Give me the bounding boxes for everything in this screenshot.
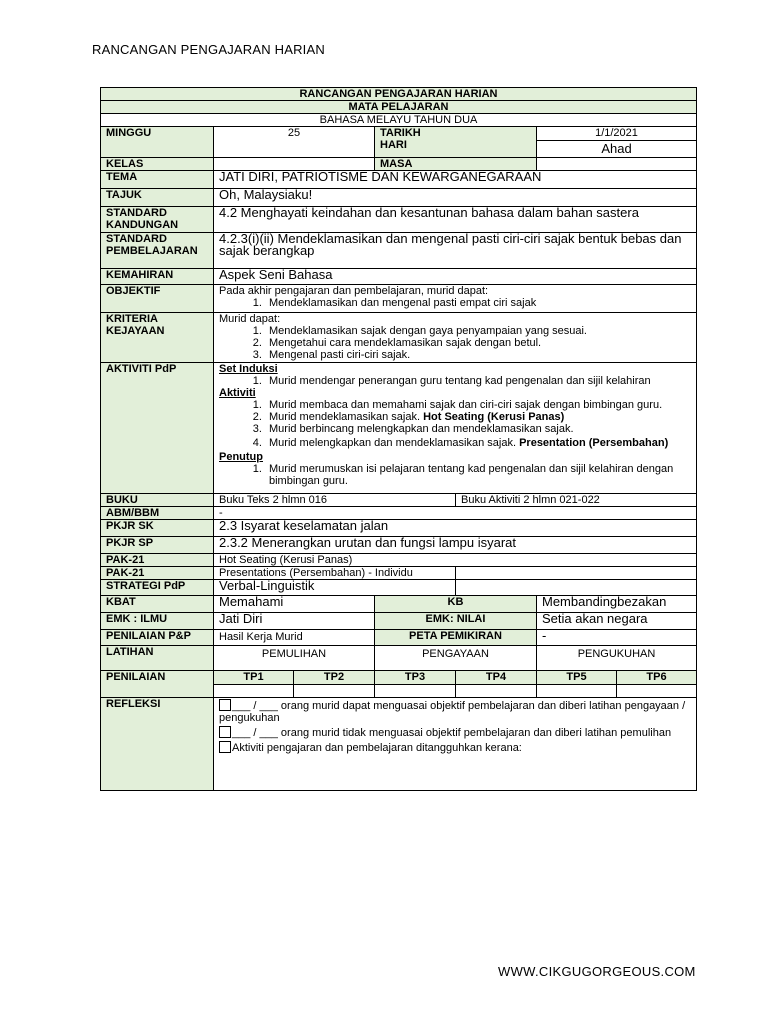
tp-header: TP2 <box>294 671 375 685</box>
masa-label: MASA <box>375 158 537 171</box>
checkbox[interactable] <box>219 726 231 738</box>
penilaian-pp-value: Hasil Kerja Murid <box>214 630 375 646</box>
masa-value <box>537 158 697 171</box>
buku-teks-value: Buku Teks 2 hlmn 016 <box>214 494 456 507</box>
pak21-value: Presentations (Persembahan) - Individu <box>214 567 456 580</box>
pkjr-sp-label: PKJR SP <box>101 537 214 554</box>
objektif-item: 1. Mendeklamasikan dan mengenal pasti empat ciri sajak <box>265 297 691 309</box>
penilaian-pp-label: PENILAIAN P&P <box>101 630 214 646</box>
checkbox[interactable] <box>219 741 231 753</box>
strategi-label: STRATEGI PdP <box>101 580 214 596</box>
abm-label: ABM/BBM <box>101 507 214 520</box>
objektif-intro: Pada akhir pengajaran dan pembelajaran, murid dapat: <box>219 285 489 297</box>
kbat-value: Memahami <box>214 596 375 613</box>
objektif-content <box>214 285 697 313</box>
tp-header: TP1 <box>214 671 294 685</box>
latihan-pengayaan: PENGAYAAN <box>375 646 537 671</box>
strategi-value: Verbal-Linguistik <box>214 580 456 596</box>
latihan-pemulihan: PEMULIHAN <box>214 646 375 671</box>
penutup-item: 1. Murid merumuskan isi pelajaran tentang kad pengenalan dan sijil kelahiran dengan bimbingan guru. <box>265 463 691 487</box>
kemahiran-label: KEMAHIRAN <box>101 269 214 285</box>
pkjr-sp-value: 2.3.2 Menerangkan urutan dan fungsi lampu isyarat <box>214 537 697 554</box>
abm-value: - <box>214 507 697 520</box>
tp-cell <box>456 685 537 698</box>
subject-name: BAHASA MELAYU TAHUN DUA <box>101 114 697 127</box>
emk-ilmu-label: EMK : ILMU <box>101 613 214 630</box>
tajuk-value: Oh, Malaysiaku! <box>214 189 697 207</box>
hari-label: HARI <box>380 139 407 151</box>
pak21-label: PAK-21 <box>101 554 214 567</box>
tajuk-label: TAJUK <box>101 189 214 207</box>
kemahiran-value: Aspek Seni Bahasa <box>214 269 697 285</box>
page-header: RANCANGAN PENGAJARAN HARIAN <box>92 42 325 57</box>
pak21-empty <box>456 567 697 580</box>
tp-header: TP5 <box>537 671 617 685</box>
kriteria-intro: Murid dapat: <box>219 313 281 325</box>
objektif-label: OBJEKTIF <box>101 285 214 313</box>
tema-label: TEMA <box>101 171 214 189</box>
emk-ilmu-value: Jati Diri <box>214 613 375 630</box>
pkjr-sk-value: 2.3 Isyarat keselamatan jalan <box>214 520 697 537</box>
set-induksi-item: 1. Murid mendengar penerangan guru tentang kad pengenalan dan sijil kelahiran <box>265 375 691 387</box>
kbat-label: KBAT <box>101 596 214 613</box>
table-title: RANCANGAN PENGAJARAN HARIAN <box>101 88 697 101</box>
kriteria-item: 1. Mendeklamasikan sajak dengan gaya penyampaian yang sesuai. <box>265 325 691 337</box>
page-footer: WWW.CIKGUGORGEOUS.COM <box>498 964 696 979</box>
latihan-label: LATIHAN <box>101 646 214 671</box>
latihan-pengukuhan: PENGUKUHAN <box>537 646 697 671</box>
tarikh-hari-label <box>375 127 537 158</box>
tarikh-value: 1/1/2021 <box>537 127 696 141</box>
tp-cell <box>537 685 617 698</box>
set-induksi-heading: Set Induksi <box>219 363 278 375</box>
tarikh-hari-values <box>537 127 697 158</box>
pak21-value: Hot Seating (Kerusi Panas) <box>214 554 697 567</box>
aktiviti-item: 1. Murid membaca dan memahami sajak dan ciri-ciri sajak dengan bimbingan guru. <box>265 399 691 411</box>
refleksi-content <box>214 698 697 791</box>
aktiviti-content <box>214 363 697 494</box>
hari-value: Ahad <box>601 141 632 156</box>
aktiviti-label: AKTIVITI PdP <box>101 363 214 494</box>
kriteria-item: 2. Mengetahui cara mendeklamasikan sajak dengan betul. <box>265 337 691 349</box>
peta-pemikiran-value: - <box>537 630 697 646</box>
lesson-plan-table <box>100 87 697 791</box>
refleksi-line: Aktiviti pengajaran dan pembelajaran ditangguhkan kerana: <box>219 741 691 754</box>
buku-aktiviti-value: Buku Aktiviti 2 hlmn 021-022 <box>456 494 697 507</box>
standard-pembelajaran-value: 4.2.3(i)(ii) Mendeklamasikan dan mengenal pasti ciri-ciri sajak bentuk bebas dan sajak berangkap <box>214 233 697 269</box>
kb-label: KB <box>375 596 537 613</box>
penutup-heading: Penutup <box>219 451 263 463</box>
tp-cell <box>294 685 375 698</box>
emk-nilai-value: Setia akan negara <box>537 613 697 630</box>
pkjr-sk-label: PKJR SK <box>101 520 214 537</box>
aktiviti-item: 4. Murid melengkapkan dan mendeklamasikan sajak. Presentation (Persembahan) <box>265 437 691 449</box>
tp-header: TP4 <box>456 671 537 685</box>
kriteria-content <box>214 313 697 363</box>
checkbox[interactable] <box>219 699 231 711</box>
table-subtitle: MATA PELAJARAN <box>101 101 697 114</box>
tema-value: JATI DIRI, PATRIOTISME DAN KEWARGANEGARAAN <box>214 171 697 189</box>
standard-kandungan-value: 4.2 Menghayati keindahan dan kesantunan bahasa dalam bahan sastera <box>214 207 697 233</box>
standard-kandungan-label: STANDARD KANDUNGAN <box>101 207 214 233</box>
standard-pembelajaran-label: STANDARD PEMBELAJARAN <box>101 233 214 269</box>
kb-value: Membandingbezakan <box>537 596 697 613</box>
tp-cell <box>617 685 697 698</box>
tp-header: TP6 <box>617 671 697 685</box>
emk-nilai-label: EMK: NILAI <box>375 613 537 630</box>
peta-pemikiran-label: PETA PEMIKIRAN <box>375 630 537 646</box>
tp-cell <box>375 685 456 698</box>
minggu-label: MINGGU <box>101 127 214 158</box>
refleksi-line: ___ / ___ orang murid tidak menguasai objektif pembelajaran dan diberi latihan pemulihan <box>219 726 691 739</box>
tp-cell <box>214 685 294 698</box>
kelas-label: KELAS <box>101 158 214 171</box>
aktiviti-item: 2. Murid mendeklamasikan sajak. Hot Seating (Kerusi Panas) <box>265 411 691 423</box>
kriteria-kejayaan-label: KRITERIA KEJAYAAN <box>101 313 214 363</box>
minggu-value: 25 <box>214 127 375 158</box>
aktiviti-item: 3. Murid berbincang melengkapkan dan mendeklamasikan sajak. <box>265 423 691 435</box>
aktiviti-heading: Aktiviti <box>219 387 256 399</box>
tp-header: TP3 <box>375 671 456 685</box>
refleksi-label: REFLEKSI <box>101 698 214 791</box>
penilaian-label: PENILAIAN <box>101 671 214 698</box>
buku-label: BUKU <box>101 494 214 507</box>
kriteria-item: 3. Mengenal pasti ciri-ciri sajak. <box>265 349 691 361</box>
tarikh-label: TARIKH <box>380 127 421 139</box>
refleksi-line: ___ / ___ orang murid dapat menguasai objektif pembelajaran dan diberi latihan pengayaan / pengukuhan <box>219 700 686 724</box>
pak21-label: PAK-21 <box>101 567 214 580</box>
